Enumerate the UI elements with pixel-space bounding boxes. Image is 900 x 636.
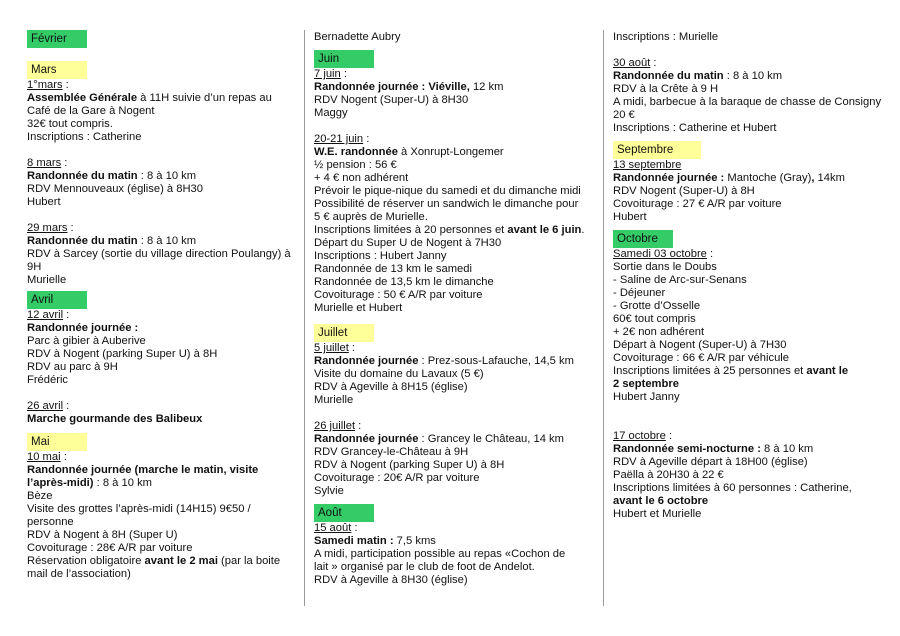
event-desc: : 8 à 10 km [93, 477, 152, 489]
event-line: Bèze [27, 490, 53, 502]
event-line: Réservation obligatoire [27, 555, 145, 567]
month-header-mars: Mars [27, 61, 87, 79]
event-desc: à Xonrupt-Longemer [397, 146, 504, 158]
event-line: Café de la Gare à Nogent [27, 105, 155, 117]
event-line: Sortie dans le Doubs [613, 261, 717, 273]
event-aout-15: 15 août : Samedi matin : 7,5 kms A midi, participation possible au repas «Cochon de lait » organisé par le club de foot de Andelot. RDV à Ageville à 8H30 (église) [314, 522, 597, 587]
event-line: . [581, 224, 585, 236]
month-header-aout: Août [314, 504, 374, 522]
event-line: (par la boite [217, 555, 281, 567]
event-line: Prévoir le pique-nique du samedi et du dimanche midi [314, 185, 581, 197]
event-line: RDV Nogent (Super-U) à 8H30 [314, 94, 469, 106]
event-line: - Grotte d’Osselle [613, 300, 701, 312]
event-line: 20 € [613, 109, 635, 121]
event-line: Maggy [314, 107, 348, 119]
event-juin-20: 20-21 juin : W.E. randonnée à Xonrupt-Longemer ½ pension : 56 € + 4 € non adhérent Prévoir le pique-nique du samedi et du dimanche midi Possibilité de réserver un sandwich le dimanche pour 5 € auprès de Murielle. Inscriptions limitées à 20 personnes et avant le 6 juin. Départ du Super U de Nogent à 7H30 Inscriptions : Hubert Janny Randonnée de 13 km le samedi Randonnée de 13,5 km le dimanche Covoiturage : 50 € A/R par voiture Murielle et Hubert [314, 133, 597, 315]
event-septembre-13 [613, 159, 893, 224]
event-title: Randonnée du matin [613, 70, 724, 82]
event-octobre-17: 17 octobre : Randonnée semi-nocturne : 8 à 10 km RDV à Ageville départ à 18H00 (église) Paëlla à 20H30 à 22 € Inscriptions limitées à 60 personnes : Catherine, avant le 6 octobre Hubert et Murielle [613, 430, 893, 521]
event-line: RDV à Nogent (parking Super U) à 8H [27, 348, 218, 360]
event-line: Covoiturage : 28€ A/R par voiture [27, 542, 193, 554]
event-date: 12 avril [27, 309, 64, 321]
event-line: Hubert [27, 196, 61, 208]
event-line: Possibilité de réserver un sandwich le dimanche pour [314, 198, 579, 210]
event-desc: : Prez-sous-Lafauche, 14,5 km [418, 355, 574, 367]
event-line: Inscriptions : Catherine et Hubert [613, 122, 777, 134]
event-line: Randonnée de 13 km le samedi [314, 263, 472, 275]
column-3 [613, 31, 893, 521]
event-deadline: avant le 6 juin [507, 224, 582, 236]
event-title: Randonnée journée : [613, 172, 725, 184]
month-header-avril: Avril [27, 291, 87, 309]
month-header-septembre: Septembre [613, 141, 701, 159]
event-date: 8 mars [27, 157, 62, 169]
event-line: RDV à Nogent à 8H (Super U) [27, 529, 178, 541]
event-desc: 14km [814, 172, 845, 184]
event-line: Murielle [27, 274, 67, 286]
event-title: Marche gourmande des Balibeux [27, 413, 203, 425]
event-line: RDV Grancey-le-Château à 9H [314, 446, 469, 458]
event-line: mail de l’association) [27, 568, 131, 580]
event-desc: 12 km [469, 81, 504, 93]
event-title: Randonnée journée [314, 433, 419, 445]
event-line: Covoiturage : 66 € A/R par véhicule [613, 352, 789, 364]
event-line: RDV à Nogent (parking Super U) à 8H [314, 459, 505, 471]
event-date: 5 juillet [314, 342, 349, 354]
event-date: 1°mars [27, 79, 63, 91]
event-octobre-3: Samedi 03 octobre : Sortie dans le Doubs - Saline de Arc-sur-Senans - Déjeuner - Grotte d’Osselle 60€ tout compris + 2€ non adhérent Départ à Nogent (Super-U) à 7H30 Covoiturage : 66 € A/R par véhicule Inscriptions limitées à 25 personnes et avant le 2 septembre Hubert Janny [613, 248, 893, 404]
event-title: Randonnée journée : Viéville, [314, 81, 470, 93]
event-line: ½ pension : 56 € [314, 159, 397, 171]
event-mai-10: 10 mai : Randonnée journée (marche le matin, visite l’après-midi) : 8 à 10 km Bèze Visite des grottes l’après-midi (14H15) 9€50 / personne RDV à Nogent à 8H (Super U) Covoiturage : 28€ A/R par voiture Réservation obligatoire avant le 2 mai (par la boite mail de l’association) [27, 451, 295, 581]
event-line: Inscriptions : Catherine [27, 131, 142, 143]
event-title: Randonnée du matin [27, 235, 138, 247]
event-line: Visite du domaine du Lavaux (5 €) [314, 368, 484, 380]
event-title: Randonnée journée : [27, 322, 139, 334]
continued-line: Inscriptions : Murielle [613, 31, 719, 43]
event-line: Parc à gibier à Auberive [27, 335, 146, 347]
event-line: RDV Nogent (Super-U) à 8H [613, 185, 755, 197]
event-line: - Saline de Arc-sur-Senans [613, 274, 747, 286]
event-title: Randonnée journée (marche le matin, visite [27, 464, 259, 476]
event-line: Murielle [314, 394, 354, 406]
event-line: 9H [27, 261, 42, 273]
event-date: 30 août [613, 57, 651, 69]
event-line: Inscriptions limitées à 60 personnes : Catherine, [613, 482, 852, 494]
event-mars-1: 1°mars : Assemblée Générale à 11H suivie d’un repas au Café de la Gare à Nogent 32€ tout compris. Inscriptions : Catherine [27, 79, 295, 144]
event-title: Randonnée du matin [27, 170, 138, 182]
event-line: Départ du Super U de Nogent à 7H30 [314, 237, 502, 249]
event-date: 20-21 juin [314, 133, 364, 145]
event-title: Randonnée journée [314, 355, 419, 367]
event-line: Inscriptions : Hubert Janny [314, 250, 447, 262]
event-juillet-5: 5 juillet : Randonnée journée : Prez-sous-Lafauche, 14,5 km Visite du domaine du Lavaux (5 €) RDV à Ageville à 8H15 (église) Murielle [314, 342, 597, 407]
event-desc: Mantoche (Gray) [724, 172, 812, 184]
event-date: 15 août [314, 522, 352, 534]
event-line: Murielle et Hubert [314, 302, 403, 314]
event-deadline: avant le [806, 365, 849, 377]
event-line: RDV à la Crête à 9 H [613, 83, 719, 95]
event-aout-30: 30 août : Randonnée du matin : 8 à 10 km RDV à la Crête à 9 H A midi, barbecue à la baraque de chasse de Consigny 20 € Inscriptions : Catherine et Hubert [613, 57, 893, 135]
continued-line: Bernadette Aubry [314, 31, 401, 43]
event-line: + 2€ non adhérent [613, 326, 705, 338]
event-line: A midi, participation possible au repas «Cochon de [314, 548, 566, 560]
event-line: 32€ tout compris. [27, 118, 113, 130]
event-mars-8: 8 mars : Randonnée du matin : 8 à 10 km RDV Mennouveaux (église) à 8H30 Hubert [27, 157, 295, 209]
event-desc: : Grancey le Château, 14 km [418, 433, 564, 445]
event-line: Sylvie [314, 485, 344, 497]
event-date: 26 avril [27, 400, 64, 412]
event-desc: : 8 à 10 km [137, 235, 197, 247]
event-line: 60€ tout compris [613, 313, 696, 325]
event-line: RDV à Sarcey (sortie du village direction Poulangy) à [27, 248, 291, 260]
event-title: W.E. randonnée [314, 146, 398, 158]
event-juillet-26: 26 juillet : Randonnée journée : Grancey le Château, 14 km RDV Grancey-le-Château à 9H RDV à Nogent (parking Super U) à 8H Covoiturage : 20€ A/R par voiture Sylvie [314, 420, 597, 498]
event-line: Hubert Janny [613, 391, 680, 403]
event-line: 5 € auprès de Murielle. [314, 211, 428, 223]
month-header-octobre: Octobre [613, 230, 673, 248]
event-desc: : 8 à 10 km [723, 70, 783, 82]
event-line: Hubert [613, 211, 647, 223]
event-juin-7: 7 juin : Randonnée journée : Viéville, 12 km RDV Nogent (Super-U) à 8H30 Maggy [314, 68, 597, 120]
event-comma: , [811, 172, 815, 184]
event-date: 10 mai [27, 451, 61, 463]
event-line: - Déjeuner [613, 287, 666, 299]
event-line: Départ à Nogent (Super-U) à 7H30 [613, 339, 787, 351]
event-line: lait » organisé par le club de foot de Andelot. [314, 561, 535, 573]
event-title: Samedi matin : [314, 535, 394, 547]
event-line: RDV au parc à 9H [27, 361, 118, 373]
event-avril-12: 12 avril : Randonnée journée : Parc à gibier à Auberive RDV à Nogent (parking Super U) à 8H RDV au parc à 9H Frédéric [27, 309, 295, 387]
event-line: + 4 € non adhérent [314, 172, 409, 184]
event-title: l’après-midi) [27, 477, 94, 489]
event-title: Assemblée Générale [27, 92, 138, 104]
month-header-juin: Juin [314, 50, 374, 68]
event-line: RDV à Ageville à 8H15 (église) [314, 381, 468, 393]
month-header-juillet: Juillet [314, 324, 374, 342]
event-line: A midi, barbecue à la baraque de chasse de Consigny [613, 96, 882, 108]
event-line: Covoiturage : 50 € A/R par voiture [314, 289, 483, 301]
event-line: Inscriptions limitées à 25 personnes et [613, 365, 807, 377]
event-line: Frédéric [27, 374, 69, 386]
event-title: Randonnée semi-nocturne : [613, 443, 761, 455]
event-line: Hubert et Murielle [613, 508, 702, 520]
event-date: 7 juin [314, 68, 341, 80]
event-deadline: 2 septembre [613, 378, 679, 390]
event-line: Paëlla à 20H30 à 22 € [613, 469, 724, 481]
column-divider-2 [603, 30, 604, 606]
event-line: Inscriptions limitées à 20 personnes et [314, 224, 508, 236]
event-line: personne [27, 516, 74, 528]
event-line: Covoiturage : 20€ A/R par voiture [314, 472, 480, 484]
event-mars-29: 29 mars : Randonnée du matin : 8 à 10 km RDV à Sarcey (sortie du village direction Poulangy) à 9H Murielle [27, 222, 295, 287]
column-divider-1 [304, 30, 305, 606]
event-date: Samedi 03 octobre [613, 248, 707, 260]
column-2 [314, 31, 597, 587]
event-date: 26 juillet [314, 420, 356, 432]
event-line: Visite des grottes l’après-midi (14H15) 9€50 / [27, 503, 251, 515]
event-date: 13 septembre [613, 159, 682, 171]
event-desc: : 8 à 10 km [137, 170, 197, 182]
event-line: RDV à Ageville départ à 18H00 (église) [613, 456, 808, 468]
event-desc: 8 à 10 km [760, 443, 814, 455]
event-deadline: avant le 6 octobre [613, 495, 709, 507]
event-line: RDV Mennouveaux (église) à 8H30 [27, 183, 203, 195]
month-header-mai: Mai [27, 433, 87, 451]
event-line: RDV à Ageville à 8H30 (église) [314, 574, 468, 586]
event-date: 17 octobre [613, 430, 666, 442]
event-line: Randonnée de 13,5 km le dimanche [314, 276, 494, 288]
event-deadline: avant le 2 mai [144, 555, 218, 567]
event-desc: 7,5 kms [393, 535, 436, 547]
month-header-fevrier: Février [27, 30, 87, 48]
event-line: Covoiturage : 27 € A/R par voiture [613, 198, 782, 210]
column-1 [27, 30, 295, 581]
event-avril-26: 26 avril : Marche gourmande des Balibeux [27, 400, 203, 425]
event-date: 29 mars [27, 222, 68, 234]
event-desc: à 11H suivie d’un repas au [137, 92, 272, 104]
